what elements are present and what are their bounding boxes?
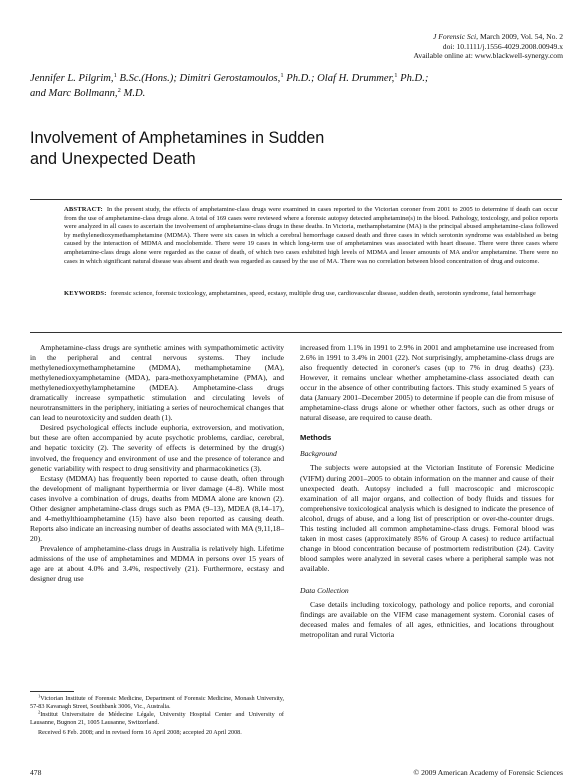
footnote-text: Victorian Institute of Forensic Medicine, Department of Forensic Medicine, Monash University, 57-83 Kavanagh Street, Southbank 3006, Vic., Australia.: [30, 695, 284, 711]
footnotes: [30, 695, 284, 737]
journal-issue: , March 2009, Vol. 54, No. 2: [476, 32, 563, 41]
footnote-2: [30, 711, 284, 727]
footnote-text: Institut Universitaire de Médecine Légale, University Hospital Center and University of Lausanne, Bugnon 21, 1005 Lausanne, Switzerland.: [30, 711, 284, 727]
paragraph: The subjects were autopsied at the Victorian Institute of Forensic Medicine (VIFM) during 2001–2005 to obtain information on the manner and cause of their unexpected death. Autopsy included a full macroscopic and microscopic examination of all major organs, and collection of body fluids and tissues for comprehensive toxicological analysis which is designed to indicate the presence of alcohol, drugs of abuse, and a long list of prescription or over-the-counter drugs. This testing included all common amphetamine-class drugs. Femoral blood was taken in most cases (approximately 85% of Group A cases) to reduce artifactual change in blood concentration because of postmortem redistribution (24). Cavity blood samples were analyzed in several cases where a peripheral sample was not available.: [300, 463, 554, 573]
divider-top: [30, 199, 562, 200]
title-line-1: Involvement of Amphetamines in Sudden: [30, 129, 325, 147]
journal-header: [303, 32, 563, 61]
section-heading-methods: Methods: [300, 433, 332, 443]
keywords: [64, 290, 558, 299]
footnote-marker: 1: [38, 693, 41, 699]
author-4-degree: M.D.: [120, 87, 146, 99]
journal-name: J Forensic Sci: [433, 32, 477, 41]
subsection-heading-background: Background: [300, 449, 337, 459]
affiliation-marker: 1: [113, 72, 117, 79]
divider-mid: [30, 332, 562, 333]
paragraph: Amphetamine-class drugs are synthetic amines with sympathomimetic activity in the peripheral and central nervous systems. They include methylenedioxymethamphetamine (MDMA), methamphetamine (MA), methylenedioxyamphetamine (MDA), para-methoxyamphetamine (PMA), and methylenedioxyethylamphetamine (MDEA). Amphetamine-class drugs dramatically increase sympathetic stimulation and circulating levels of neurotransmitters in the periphery, initiating a series of neurochemical changes that can lead to neurotoxicity and sudden death (1).: [30, 343, 284, 423]
subsection-heading-data-collection: Data Collection: [300, 585, 349, 595]
left-column: [30, 343, 284, 584]
affiliation-marker: 2: [117, 86, 121, 94]
author-2-degree: Ph.D.; Olaf H. Drummer,: [283, 73, 395, 84]
received-dates: Received 6 Feb. 2008; and in revised form 16 April 2008; accepted 20 April 2008.: [38, 729, 242, 737]
abstract-text: In the present study, the effects of amphetamine-class drugs were examined in cases reported to the Victorian coroner from 2001 to 2005 to determine if death can occur from the use of amphetamine-class drugs alone. A total of 169 cases were reviewed where a forensic autopsy detected amphetamine(s) in the blood. Pathology, toxicology, and police reports were analyzed in all cases to ascertain the involvement of amphetamine-class drugs in these deaths. In Victoria, methamphetamine (MA) is the principal abused amphetamine-class followed by methylenedioxymethamphetamine (MDMA). There were six cases in which a cerebral hemorrhage caused death and three cases in which serotonin syndrome was established as being caused by the interaction of MDMA and moclobemide. There were 19 cases in which long-term use of amphetamines was associated with heart disease. There were three cases where amphetamine-class drugs alone were regarded as the cause of death, of which two cases exhibited high levels of MDMA and lesser amounts of MA and/or amphetamine. There were no cases in which significant natural disease was absent and death was regarded as caused by the use of MA. There was no correlation between blood concentration of drug and outcome.: [64, 206, 558, 265]
author-1-degree: B.Sc.(Hons.); Dimitri Gerostamoulos,: [116, 73, 281, 84]
paragraph: Desired psychological effects include euphoria, extroversion, and motivation, but these are often accompanied by acute psychotic problems, cardiac, cerebral, and hepatic toxicity (2). The severity of effects is determined by the drug(s) involved, the frequency and environment of use and the presence of tolerance and genetic variability with respect to drug sensitivity and pharmacokinetics (3).: [30, 423, 284, 473]
author-3-degree: Ph.D.;: [397, 73, 429, 84]
paragraph: Ecstasy (MDMA) has frequently been reported to cause death, often through the development of malignant hyperthermia or liver damage (4–8). While most cases involve a combination of drugs, deaths from MDMA alone are known (2). Other designer amphetamine-class drugs such as PMA (9–13), MDEA (8,14–17), and 4-methylthioamphetamine (15) have also been reported as causing death. Reports also indicate an increasing number of deaths associated with MA (9,11,18–20).: [30, 473, 284, 543]
article-title: [30, 128, 550, 169]
paragraph: Prevalence of amphetamine-class drugs in Australia is relatively high. Lifetime admissions of the use of amphetamines and MDMA in persons over 15 years of age are at about 4.0% and 3.4%, respectively (21). Furthermore, ecstasy and designer drug use: [30, 543, 284, 584]
keywords-label: KEYWORDS:: [64, 290, 107, 297]
copyright-notice: © 2009 American Academy of Forensic Sciences: [413, 768, 563, 777]
page-number: 478: [30, 768, 42, 777]
journal-citation: [303, 32, 563, 42]
author-line-1: [30, 72, 560, 87]
author-1: Jennifer L. Pilgrim,: [30, 73, 114, 84]
journal-doi: doi: 10.1111/j.1556-4029.2008.00949.x: [442, 41, 563, 51]
affiliation-marker: 1: [280, 72, 284, 79]
abstract: [64, 206, 558, 266]
author-list: [30, 72, 560, 101]
author-line-2: [30, 87, 560, 102]
journal-online: Available online at: www.blackwell-synergy.com: [413, 51, 563, 61]
author-4: and Marc Bollmann,: [30, 87, 118, 99]
right-column: [300, 343, 554, 640]
paragraph: Case details including toxicology, pathology and police reports, and coronial findings are available on the VIFM case management system. Coronial cases of deceased males and females of all ages, ethnicities, and locations throughout metropolitan and rural Victoria: [300, 600, 554, 640]
abstract-label: ABSTRACT:: [64, 206, 103, 213]
affiliation-marker: 1: [394, 72, 398, 79]
paragraph: increased from 1.1% in 1991 to 2.9% in 2001 and amphetamine use increased from 2.6% in 1991 to 3.4% in 2001 (22). Not surprisingly, amphetamine-class drugs are also frequently detected in coroner's cases (up to 7% in drug deaths) (23). However, it remains unclear whether amphetamine-class associated death can occur in the absence of other contributing factors. This study examined 5 years of data (January 2001–December 2005) to determine if people can die from misuse of amphetamine-class drugs alone or whether other factors, such as other drugs or natural disease, are required to cause death.: [300, 343, 554, 423]
footnote-1: [30, 695, 284, 711]
footnote-divider: [30, 691, 74, 692]
keywords-text: forensic science, forensic toxicology, amphetamines, speed, ecstasy, multiple drug use, cardiovascular disease, sudden death, serotonin syndrome, fatal hemorrhage: [110, 290, 536, 297]
footnote-marker: 2: [38, 709, 41, 715]
title-line-2: and Unexpected Death: [30, 149, 196, 168]
